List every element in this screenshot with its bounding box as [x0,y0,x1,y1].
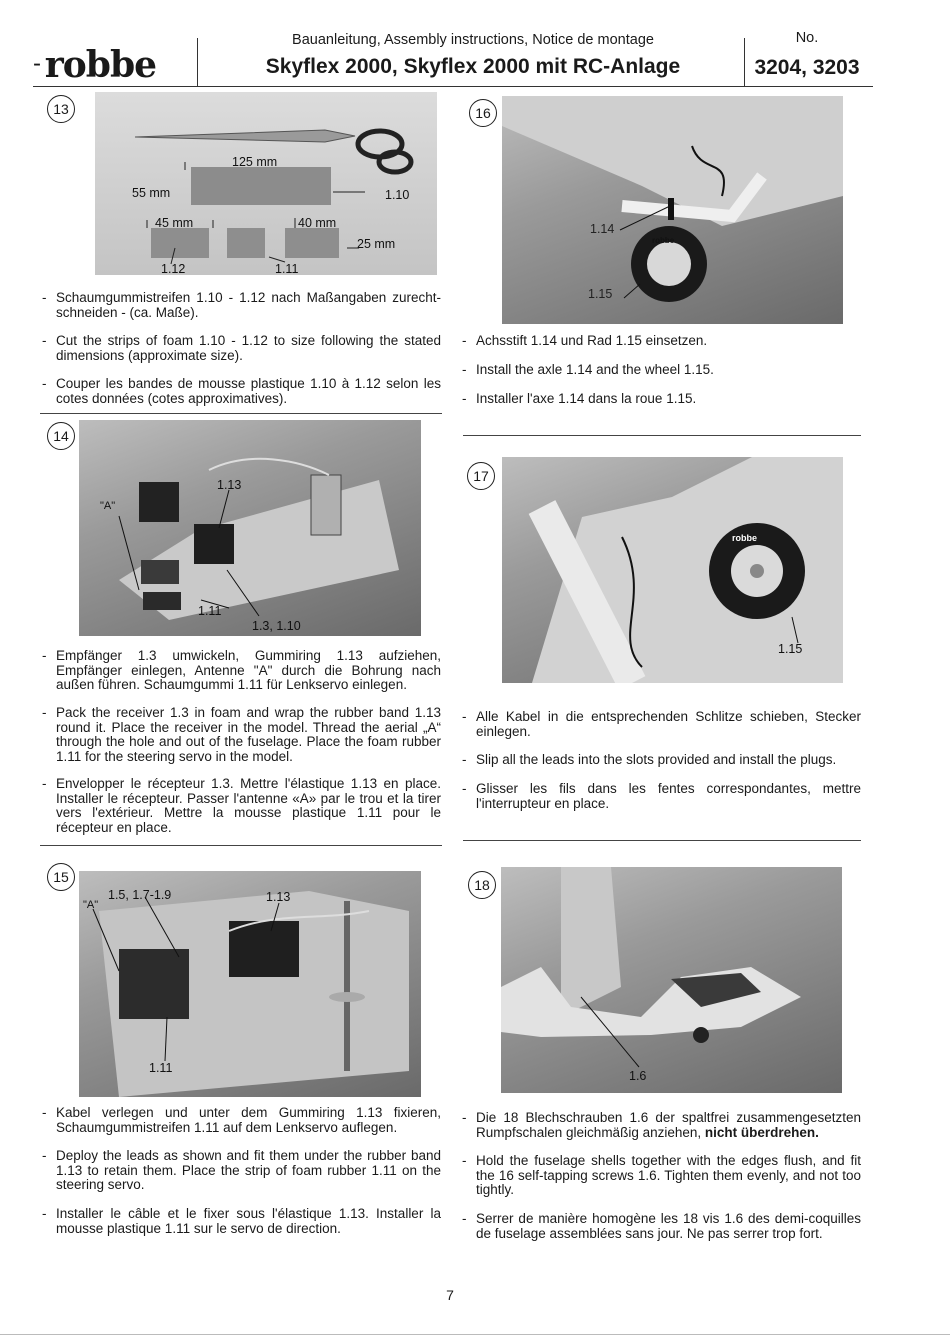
label-25mm: 25 mm [357,237,396,251]
label-1-10: 1.10 [385,188,410,202]
label-aerial-a: "A" [100,500,116,512]
step-number-18: 18 [468,871,496,899]
label-1-13: 1.13 [266,890,291,904]
label-1-3-1-10: 1.3, 1.10 [252,619,301,633]
step-number-14: 14 [47,422,75,450]
step14-text-en: - Pack the receiver 1.3 in foam and wrap the rubber band 1.13 round it. Place the receiver in the model. Thread the aerial „A“ through the hole and out of the fuselage. Place the foam rubber 1.11 for the steering servo in the model. [42,705,441,764]
photo-leads-plugs [502,457,843,683]
photo-leads-routing [79,871,421,1097]
step15-text-en: - Deploy the leads as shown and fit them under the rubber band 1.13 to retain them. Place the strip of foam rubber 1.11 on the steering servo. [42,1148,441,1192]
step17-text-fr: - Glisser les fils dans les fentes correspondantes, mettre l'interrupteur en place. [462,781,861,811]
step18-text-fr: - Serrer de manière homogène les 18 vis 1.6 des demi-coquilles de fuselage assemblées sans jour. Ne pas serrer trop fort. [462,1211,861,1241]
step18-text-en: - Hold the fuselage shells together with the edges flush, and fit the 16 self-tapping screws 1.6. Tighten them evenly, and not too tightly. [462,1153,861,1197]
step13-text-fr: - Couper les bandes de mousse plastique 1.10 à 1.12 selon les cotes données (cotes approximatives). [42,376,441,406]
photo-fuselage-screws [501,867,842,1093]
divider-16 [463,435,861,436]
warning-bold-text: nicht überdrehen. [704,1124,819,1140]
label-aerial-a: "A" [83,899,99,911]
wheel-brand-text: robbe [732,533,758,543]
label-1-11: 1.11 [198,604,222,618]
label-1-14: 1.14 [590,222,615,236]
label-1-11: 1.11 [275,262,299,275]
step18-text-de: - Die 18 Blechschrauben 1.6 der spaltfrei zusammengesetzten Rumpfschalen gleichmäßig anziehen, nicht überdrehen. [462,1110,861,1140]
divider-13 [40,413,442,414]
photo-axle-wheel [502,96,843,324]
step16-text-de: - Achsstift 1.14 und Rad 1.15 einsetzen. [462,333,708,348]
robbe-logo: - robbe [33,44,157,86]
step-number-17: 17 [467,462,495,490]
step17-text-de: - Alle Kabel in die entsprechenden Schlitze schieben, Stecker einlegen. [462,709,861,739]
page-number: 7 [446,1287,454,1303]
step15-text-fr: - Installer le câble et le fixer sous l'élastique 1.13. Installer la mousse plastique 1.11 sur le servo de direction. [42,1206,441,1236]
label-125mm: 125 mm [232,155,278,169]
label-1-5-1-7-1-9: 1.5, 1.7-1.9 [108,888,172,902]
step16-text-en: - Install the axle 1.14 and the wheel 1.15. [462,362,714,377]
step14-text-fr: - Envelopper le récepteur 1.3. Mettre l'élastique 1.13 en place. Installer le récepteur. Passer l'antenne «A» par le trou et la tirer vers l'extérieur. Mettre la mousse plastique 1.11 pour le récepteur en place. [42,776,441,835]
divider-17 [463,840,861,841]
label-1-15: 1.15 [588,287,613,301]
step14-text-de: - Empfänger 1.3 umwickeln, Gummiring 1.13 aufziehen, Empfänger einlegen, Antenne "A" durch die Bohrung nach außen führen. Schaumgummi 1.11 für Lenkservo einlegen. [42,648,441,692]
label-45mm: 45 mm [155,216,194,230]
step-number-15: 15 [47,863,75,891]
step15-text-de: - Kabel verlegen und unter dem Gummiring 1.13 fixieren, Schaumgummistreifen 1.11 auf dem Lenkservo auflegen. [42,1105,441,1135]
step13-text-de: - Schaumgummistreifen 1.10 - 1.12 nach Maßangaben zurecht-schneiden - (ca. Maße). [42,290,441,320]
header-divider-right [744,38,745,86]
label-1-13: 1.13 [217,478,242,492]
step13-text-en: - Cut the strips of foam 1.10 - 1.12 to size following the stated dimensions (approximate size). [42,333,441,363]
header-rule [33,86,873,87]
photo-foam-strips [95,92,437,275]
step-number-16: 16 [469,99,497,127]
label-1-12: 1.12 [161,262,186,275]
step-number-13: 13 [47,95,75,123]
product-numbers: 3204, 3203 [754,56,860,79]
label-55mm: 55 mm [132,186,171,200]
label-1-11: 1.11 [149,1061,173,1075]
photo-receiver-install [79,420,421,636]
page-title: Skyflex 2000, Skyflex 2000 mit RC-Anlage [265,55,681,78]
step16-text-fr: - Installer l'axe 1.14 dans la roue 1.15. [462,391,697,406]
divider-14 [40,845,442,846]
label-1-6: 1.6 [629,1069,647,1083]
number-label: No. [795,30,819,46]
wheel-brand-text: robbe [652,236,675,245]
label-1-15: 1.15 [778,642,803,656]
bottom-edge-line [0,1334,950,1335]
step17-text-en: - Slip all the leads into the slots provided and install the plugs. [462,752,837,767]
header-divider-left [197,38,198,86]
label-40mm: 40 mm [298,216,337,230]
header-subtitle: Bauanleitung, Assembly instructions, Notice de montage [292,32,654,48]
